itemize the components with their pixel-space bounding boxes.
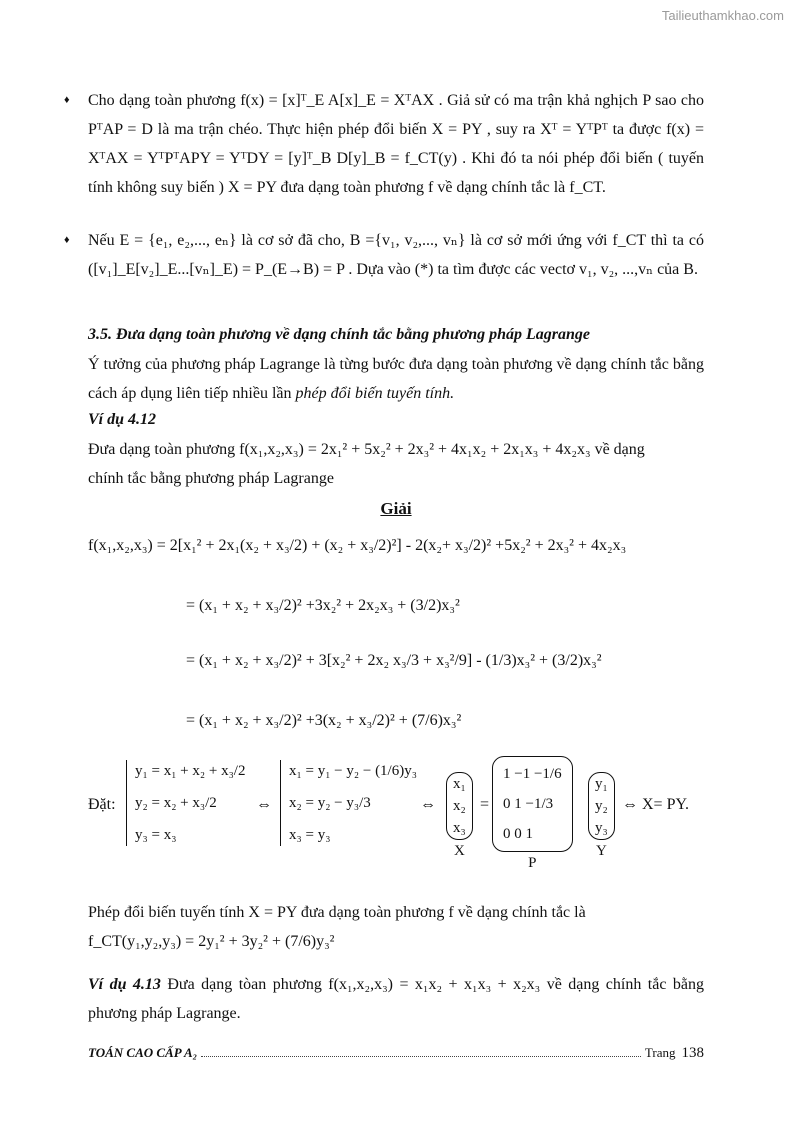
ex412-formula: f(x₁,x₂,x₃) = 2x₁² + 5x₂² + 2x₃² + 4x₁x₂ + 2x₁x₃ + 4x₂x₃ <box>239 441 591 458</box>
matrix-p-row: 1 −1 −1/6 <box>503 766 562 782</box>
vector-x-entry: x₂ <box>453 798 466 814</box>
fct-formula: f_CT(y₁,y₂,y₃) = 2y₁² + 3y₂² + (7/6)y₃² <box>88 933 335 950</box>
ex412-text-c: chính tắc bằng phương pháp Lagrange <box>88 470 334 487</box>
ex412-text-b: về dạng <box>594 441 645 458</box>
idea-text: Ý tưởng của phương pháp Lagrange là từng bước đưa dạng toàn phương về dạng chính tắc bằng cách áp dụng liên tiếp nhiều lần <box>88 356 704 402</box>
example-413-text: Đưa dạng tòan phương f(x₁,x₂,x₃) = x₁x₂ + x₁x₃ + x₂x₃ về dạng chính tắc bằng phương pháp Lagrange. <box>88 976 704 1022</box>
equals-sign: = <box>480 796 490 813</box>
solution-heading: Giải <box>380 499 412 518</box>
equation-3: = (x₁ + x₂ + x₃/2)² + 3[x₂² + 2x₂ x₃/3 + x₃²/9] - (1/3)x₃² + (3/2)x₃² <box>186 652 602 669</box>
vector-y-entry: y₂ <box>595 798 608 814</box>
footer-page-label: Trang <box>644 1045 676 1060</box>
result-equation: ⇔ X= PY. <box>622 796 689 813</box>
example-413-title: Ví dụ 4.13 <box>88 976 161 993</box>
label-p: P <box>528 855 537 871</box>
system-left-row: y₂ = x₂ + x₃/2 <box>135 795 217 811</box>
label-x: X <box>453 843 465 859</box>
equation-4: = (x₁ + x₂ + x₃/2)² +3(x₂ + x₃/2)² + (7/6)x₃² <box>186 712 462 729</box>
dat-label: Đặt: <box>88 796 116 813</box>
system-left <box>126 760 245 846</box>
section-title: 3.5. Đưa dạng toàn phương về dạng chính tắc bằng phương pháp Lagrange <box>88 326 591 343</box>
matrix-p-row: 0 1 −1/3 <box>503 796 554 812</box>
bullet-icon: ♦ <box>64 94 70 106</box>
system-right-row: x₂ = y₂ − y₃/3 <box>289 795 371 811</box>
system-left-row: y₃ = x₃ <box>135 827 177 843</box>
vector-y-entry: y₁ <box>595 776 608 792</box>
equiv-symbol: ⇔ <box>420 796 436 813</box>
bullet-1 <box>64 86 704 202</box>
vector-y-entry: y₃ <box>595 820 608 836</box>
footer-page-number: 138 <box>681 1045 704 1061</box>
equation-2: = (x₁ + x₂ + x₃/2)² +3x₂² + 2x₂x₃ + (3/2)x₃² <box>186 597 460 614</box>
page-footer <box>88 1045 704 1062</box>
matrix-p-row: 0 0 1 <box>503 826 533 842</box>
vector-y <box>588 772 615 862</box>
example-412-title: Ví dụ 4.12 <box>88 411 157 428</box>
transform-text: Phép đổi biến tuyến tính X = PY đưa dạng toàn phương f về dạng chính tắc là <box>88 904 586 921</box>
bullet-1-text: Cho dạng toàn phương f(x) = [x]ᵀ_E A[x]_E = XᵀAX . Giả sử có ma trận khả nghịch P sao cho PᵀAP = D là ma trận chéo. Thực hiện phép đổi biến X = PY , suy ra Xᵀ = YᵀPᵀ ta được f(x) = XᵀAX = YᵀPᵀAPY = YᵀDY = [y]ᵀ_B D[y]_B = f_CT(y) . Khi đó ta nói phép đổi biến ( tuyến tính không suy biến ) X = PY đưa dạng toàn phương f về dạng chính tắc là f_CT. <box>88 92 704 196</box>
matrix-p <box>492 756 573 874</box>
system-right-row: x₁ = y₁ − y₂ − (1/6)y₃ <box>289 763 417 779</box>
example-412-statement <box>88 435 704 493</box>
bullet-icon: ♦ <box>64 234 70 246</box>
label-y: Y <box>595 843 607 859</box>
example-413 <box>88 970 704 1028</box>
system-right-row: x₃ = y₃ <box>289 827 331 843</box>
idea-emphasis: phép đổi biến tuyến tính. <box>295 385 455 402</box>
system-left-row: y₁ = x₁ + x₂ + x₃/2 <box>135 763 246 779</box>
equation-1: f(x₁,x₂,x₃) = 2[x₁² + 2x₁(x₂ + x₃/2) + (x₂ + x₃/2)²] - 2(x₂+ x₃/2)² +5x₂² + 2x₃² + 4x₂x₃ <box>88 537 627 554</box>
footer-title: TOÁN CAO CẤP A₂ <box>88 1045 198 1060</box>
vector-x-entry: x₃ <box>453 820 466 836</box>
system-right <box>280 760 417 846</box>
footer-dots <box>201 1046 641 1057</box>
bullet-2-text: Nếu E = {e₁, e₂,..., eₙ} là cơ sở đã cho, B ={v₁, v₂,..., vₙ} là cơ sở mới ứng với f_CT thì ta có ([v₁]_E[v₂]_E...[vₙ]_E) = P_(E→B) = P . Dựa vào (*) ta tìm được các vectơ v₁, v₂, ...,vₙ của B. <box>88 232 704 278</box>
idea-paragraph <box>88 350 704 408</box>
watermark: Tailieuthamkhao.com <box>661 8 784 23</box>
transform-paragraph <box>88 898 704 956</box>
equiv-symbol: ⇔ <box>256 796 272 813</box>
ex412-text-a: Đưa dạng toàn phương <box>88 441 236 458</box>
vector-x <box>446 772 473 862</box>
bullet-2 <box>64 226 704 284</box>
vector-x-entry: x₁ <box>453 776 466 792</box>
